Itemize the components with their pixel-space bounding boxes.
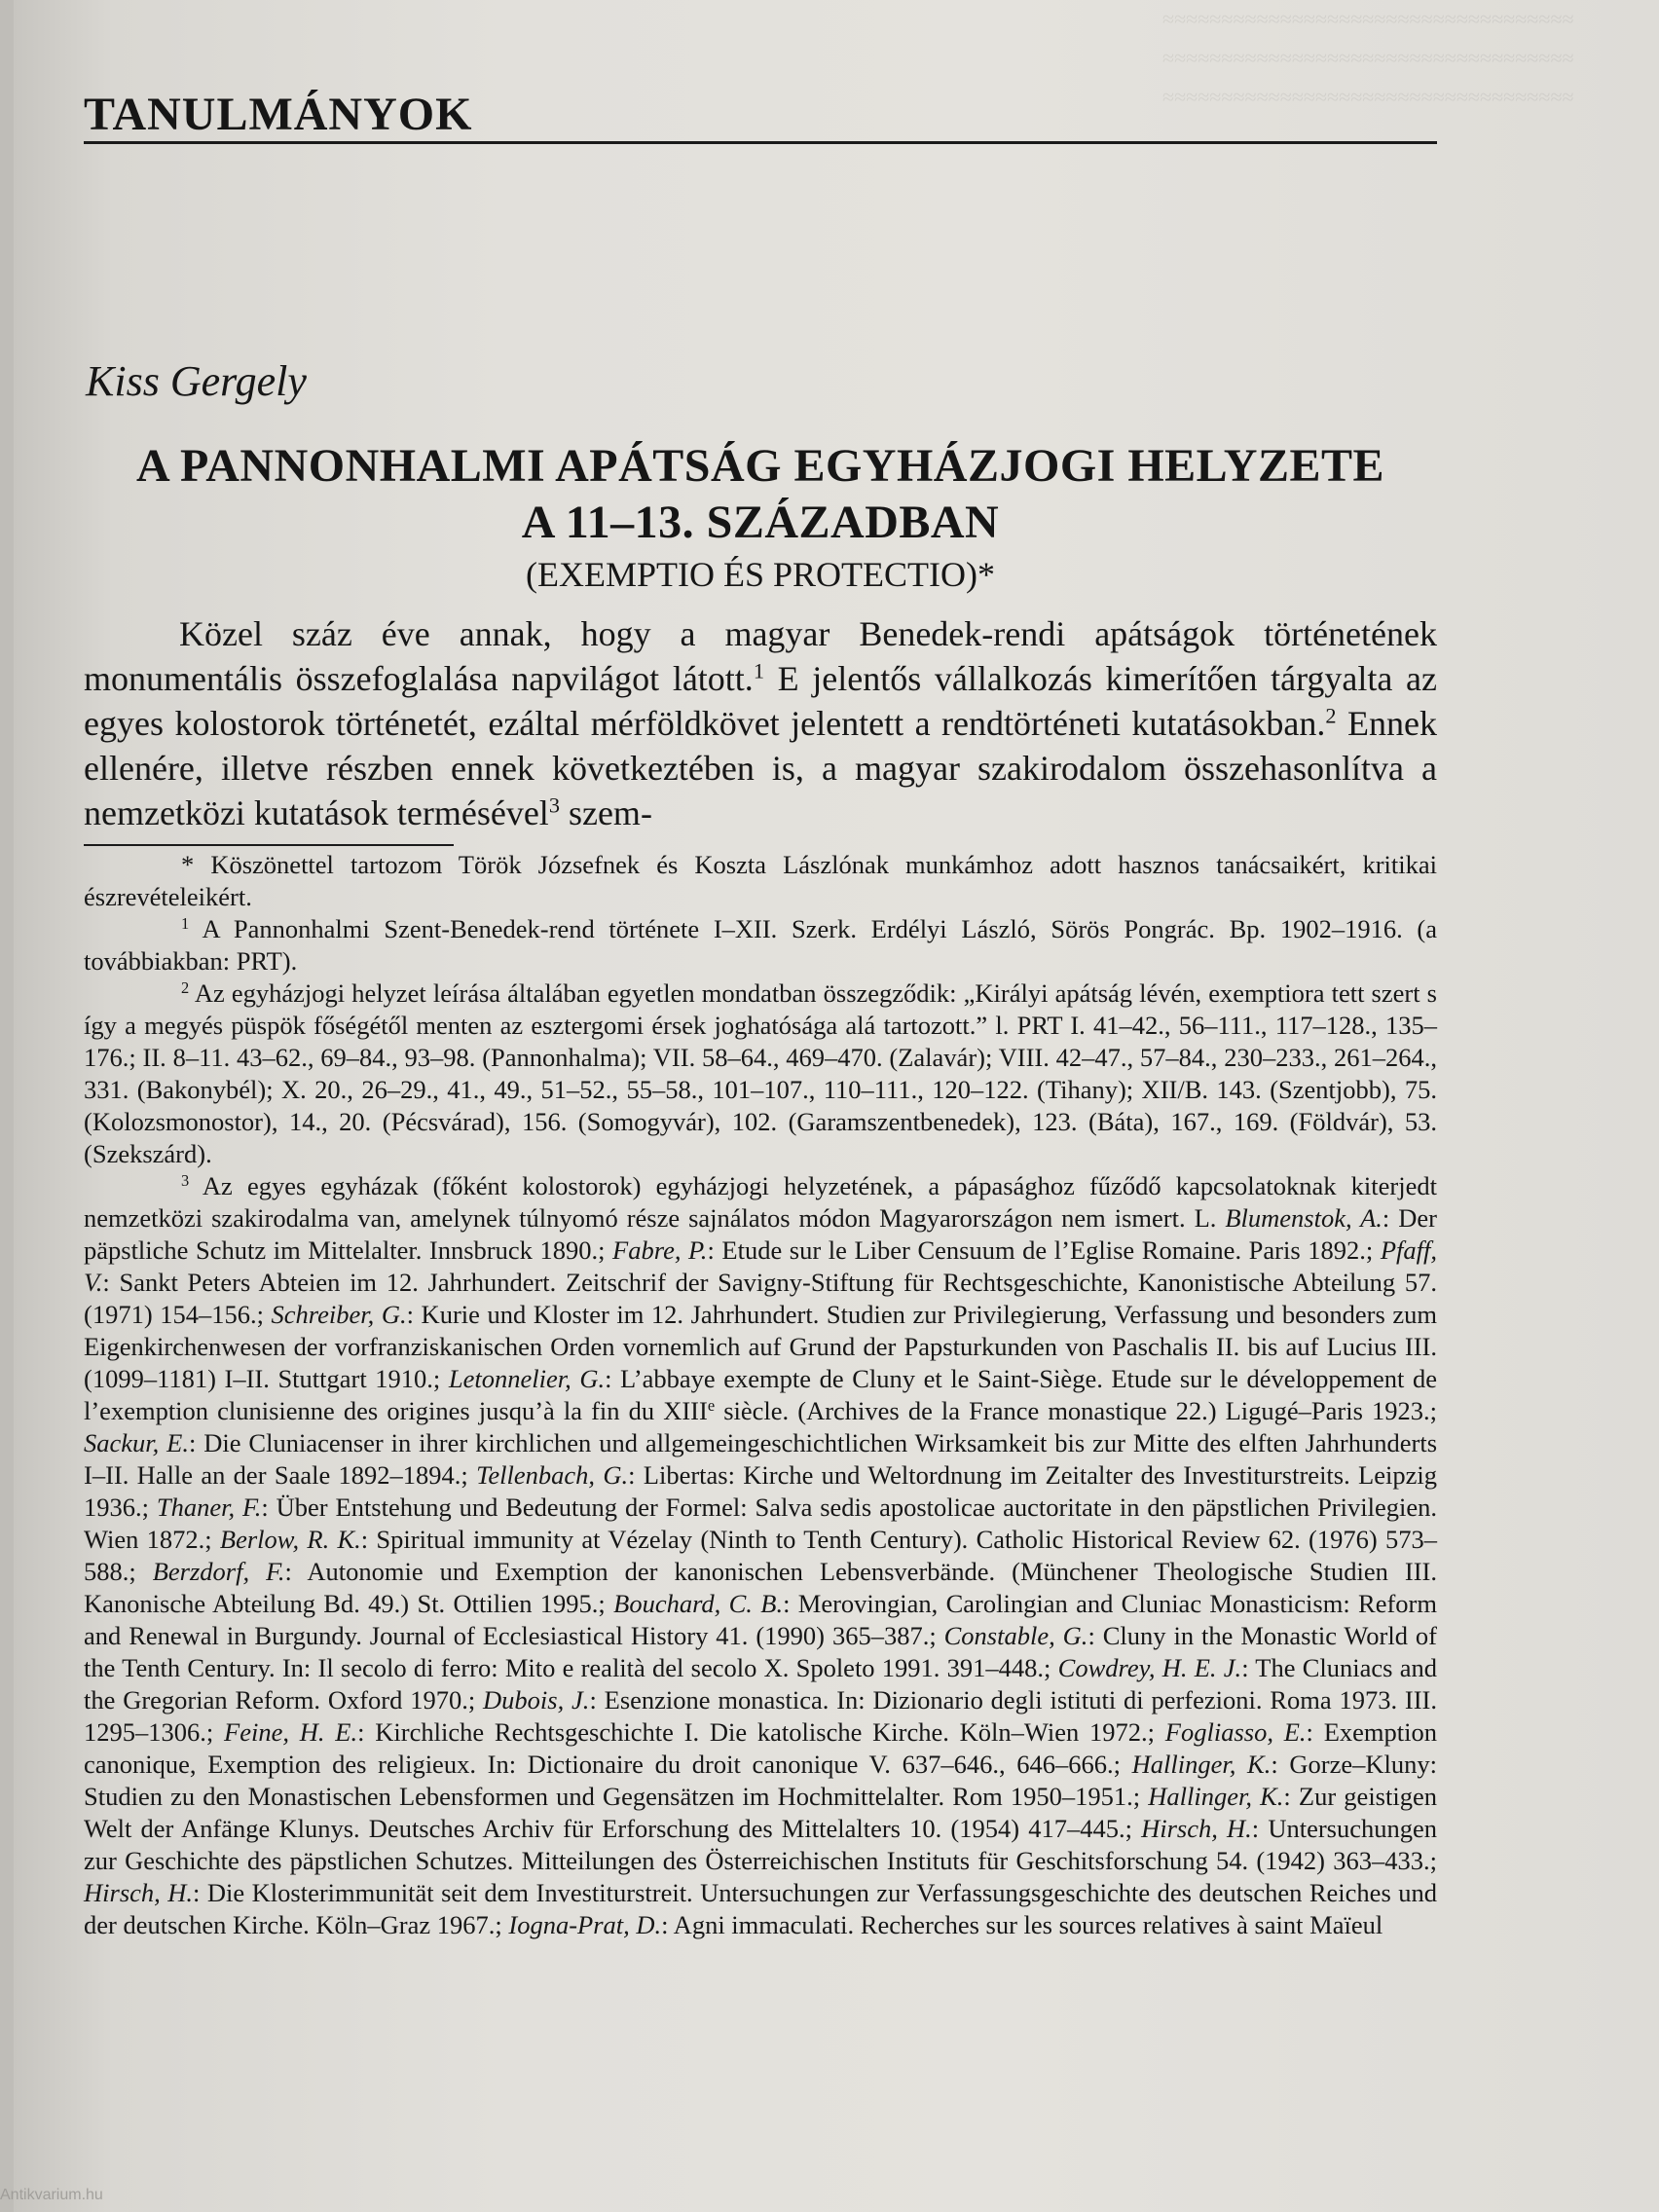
footnote-3-author: Bouchard, C. B. xyxy=(613,1589,784,1618)
watermark: Antikvarium.hu xyxy=(0,2187,103,2203)
footnote-3-author: Thaner, F. xyxy=(156,1493,262,1522)
title-line-2: A 11–13. SZÁZADBAN xyxy=(521,497,1000,548)
footnote-3-author: Hirsch, H. xyxy=(84,1878,194,1907)
footnote-3 xyxy=(84,1170,1437,1941)
body-text-b: E jelentős vállalkozás kimerítően tárgyalta az egyes kolostorok történetét, ezáltal mérföldkövet jelentett a rendtörténeti kutatásokban. xyxy=(84,659,1437,743)
footnote-1-mark: 1 xyxy=(181,913,190,933)
footnotes xyxy=(84,849,1437,1941)
footnote-3-author: Hirsch, H. xyxy=(1141,1814,1252,1843)
footnote-3-segment: : Kurie und Kloster im 12. Jahrhundert. Studien zur Privilegierung, Verfassung und besonders zum Eigenkirchenwesen der vorfranziskanischen Orden vornemlich auf Grund der Papsturkunden von Paschalis II. bis auf Lucius III. (1099–1181) I–II. Stuttgart 1910.; xyxy=(84,1300,1438,1393)
footnote-3-segment: : Die Cluniacenser in ihrer kirchlichen und allgemeingeschichtlichen Wirksamkeit bis zur Mitte des elften Jahrhunderts I–II. Halle an der Saale 1892–1894.; xyxy=(84,1428,1438,1490)
footnote-3-author: Iogna-Prat, D. xyxy=(508,1910,662,1939)
footnote-1 xyxy=(84,913,1437,977)
footnote-3-mark: 3 xyxy=(181,1170,190,1190)
body-paragraph xyxy=(84,611,1437,835)
footnote-3-author: Feine, H. E. xyxy=(224,1717,358,1747)
section-heading: TANULMÁNYOK xyxy=(84,89,473,140)
footnote-3-segment: : Untersuchungen zur Geschichte des päpstlichen Schutzes. Mitteilungen des Österreichischen Instituts für Geschitsforschung 54. (1942) 363–433.; xyxy=(84,1814,1437,1875)
footnote-3-author: Pfaff, V. xyxy=(84,1235,1437,1297)
footnote-star xyxy=(84,849,1437,913)
footnote-3-segment: : Spiritual immunity at Vézelay (Ninth to Tenth Century). Catholic Historical Review 62. (1976) 573–588.; xyxy=(84,1525,1437,1586)
section-rule xyxy=(84,141,1437,144)
footnote-rule xyxy=(84,844,454,846)
footnote-3-author: Schreiber, G. xyxy=(271,1300,407,1329)
footnote-3-author: Cowdrey, H. E. J. xyxy=(1057,1653,1242,1682)
article-subtitle: (EXEMPTIO ÉS PROTECTIO)* xyxy=(526,555,995,594)
article-title xyxy=(84,438,1437,551)
author-name: Kiss Gergely xyxy=(86,357,307,405)
footnote-2-text: Az egyházjogi helyzet leírása általában egyetlen mondatban összegződik: „Királyi apátság lévén, exemptiora tett szert s így a megyés püspök főségétől menten az esztergomi érsek joghatósága alá tartozott.” l. PRT I. 41–42., 56–111., 117–128., 135–176.; II. 8–11. 43–62., 69–84., 93–98. (Pannonhalma); VII. 58–64., 469–470. (Zalavár); VIII. 42–47., 57–84., 230–233., 261–264., 331. (Bakonybél); X. 20., 26–29., 41., 49., 51–52., 55–58., 101–107., 110–111., 120–122. (Tihany); XII/B. 143. (Szentjobb), 75. (Kolozsmonostor), 14., 20. (Pécsvárad), 156. (Somogyvár), 102. (Garamszentbenedek), 123. (Báta), 167., 169. (Földvár), 53. (Szekszárd). xyxy=(84,978,1437,1168)
footnote-3-segment: : The Cluniacs and the Gregorian Reform. Oxford 1970.; xyxy=(84,1653,1437,1714)
footnote-3-segment: : Zur geistigen Welt der Anfänge Klunys. Deutsches Archiv für Erforschung des Mittelalters 10. (1954) 417–445.; xyxy=(84,1782,1437,1843)
footnote-3-author: Blumenstok, A. xyxy=(1225,1203,1382,1233)
footnote-3-author: Fogliasso, E. xyxy=(1164,1717,1307,1747)
page xyxy=(14,0,1659,2212)
footnote-3-author: Letonnelier, G. xyxy=(448,1364,606,1393)
footnote-3-segment: : Libertas: Kirche und Weltordnung im Zeitalter des Investiturstreits. Leipzig 1936.; xyxy=(84,1460,1437,1522)
title-line-1: A PANNONHALMI APÁTSÁG EGYHÁZJOGI HELYZETE xyxy=(135,440,1385,492)
footnote-3-author: Berlow, R. K. xyxy=(219,1525,361,1554)
footnote-3-segment: : Gorze–Kluny: Studien zu den Monastischen Lebensformen und Gegensätzen im Hochmittelalter. Rom 1950–1951.; xyxy=(84,1750,1438,1811)
footnote-3-author: Tellenbach, G. xyxy=(476,1460,629,1490)
footnote-2-mark: 2 xyxy=(181,977,190,997)
footnote-3-segment: : Etude sur le Liber Censuum de l’Eglise Romaine. Paris 1892.; xyxy=(707,1235,1381,1265)
footnote-3-segment: : Cluny in the Monastic World of the Tenth Century. In: Il secolo di ferro: Mito e realità del secolo X. Spoleto 1991. 391–448.; xyxy=(84,1621,1437,1682)
footnote-ref-1[interactable]: 1 xyxy=(753,658,764,683)
footnote-3-segment: : Merovingian, Carolingian and Cluniac Monasticism: Reform and Renewal in Burgundy. Journal of Ecclesiastical History 41. (1990) 365–387.; xyxy=(84,1589,1437,1650)
footnote-3-author: Berzdorf, F. xyxy=(152,1557,285,1586)
footnote-3-segment: : Autonomie und Exemption der kanonischen Lebensverbände. (Münchener Theologische Studien III. Kanonische Abteilung Bd. 49.) St. Ottilien 1995.; xyxy=(84,1557,1437,1618)
footnote-3-segment: : L’abbaye exempte de Cluny et le Saint-Siège. Etude sur le développement de l’exemption clunisienne des origines jusqu’à la fin du XIII xyxy=(84,1364,1437,1425)
footnote-ref-3[interactable]: 3 xyxy=(548,793,560,818)
footnote-3-segment: : Sankt Peters Abteien im 12. Jahrhundert. Zeitschrif der Savigny-Stiftung für Rechtsgeschichte, Kanonistische Abteilung 57. (1971) 154–156.; xyxy=(84,1268,1437,1329)
footnote-3-author: Fabre, P. xyxy=(612,1235,708,1265)
footnote-star-text: * Köszönettel tartozom Török Józsefnek és Koszta Lászlónak munkámhoz adott hasznos tanácsaikért, kritikai észrevételeikért. xyxy=(84,850,1437,911)
body-text-a: Közel száz éve annak, hogy a magyar Benedek-rendi apátságok történetének monumentális összefoglalása napvilágot látott. xyxy=(84,614,1437,698)
footnote-3-author: Hallinger, K. xyxy=(1131,1750,1272,1779)
footnote-3-segment: : Die Klosterimmunität seit dem Investiturstreit. Untersuchungen zur Verfassungsgeschichte des deutschen Reiches und der deutschen Kirche. Köln–Graz 1967.; xyxy=(84,1878,1437,1939)
footnote-3-segment: : Esenzione monastica. In: Dizionario degli istituti di perfezioni. Roma 1973. III. 1295–1306.; xyxy=(84,1685,1437,1747)
footnote-ref-2[interactable]: 2 xyxy=(1325,703,1337,728)
body-text-c: Ennek ellenére, illetve részben ennek következtében is, a magyar szakirodalom összehasonlítva a nemzetközi kutatások termésével xyxy=(84,704,1437,832)
footnote-1-text: A Pannonhalmi Szent-Benedek-rend története I–XII. Szerk. Erdélyi László, Sörös Pongrác. Bp. 1902–1916. (a továbbiakban: PRT). xyxy=(84,914,1437,976)
footnote-2 xyxy=(84,977,1437,1170)
footnote-3-segment: : Kirchliche Rechtsgeschichte I. Die katolische Kirche. Köln–Wien 1972.; xyxy=(357,1717,1165,1747)
footnote-3-segment: Az egyes egyházak (főként kolostorok) egyházjogi helyzetének, a pápasághoz fűződő kapcsolatoknak kiterjedt nemzetközi szakirodalma van, amelynek túlnyomó része sajnálatos módon Magyarországon nem ismert. L. xyxy=(84,1171,1437,1233)
footnote-3-segment: : Über Entstehung und Bedeutung der Formel: Salva sedis apostolicae auctoritate in den päpstlichen Privilegien. Wien 1872.; xyxy=(84,1493,1437,1554)
footnote-3-author: Dubois, J. xyxy=(483,1685,590,1714)
footnote-3-segment: : Exemption canonique, Exemption des religieux. In: Dictionaire du droit canonique V. 637–646., 646–666.; xyxy=(84,1717,1437,1779)
footnote-3-segment: : Agni immaculati. Recherches sur les sources relatives à saint Maïeul xyxy=(661,1910,1383,1939)
footnote-3-author: Sackur, E. xyxy=(84,1428,189,1457)
footnote-3-text xyxy=(84,1171,1437,1939)
footnote-3-author: Constable, G. xyxy=(943,1621,1088,1650)
footnote-3-segment: siècle. (Archives de la France monastique 22.) Ligugé–Paris 1923.; xyxy=(715,1396,1438,1425)
body-text-d: szem- xyxy=(559,793,652,832)
bleed-through-texture: ≈≈≈≈≈≈≈≈≈≈≈≈≈≈≈≈≈≈≈≈≈≈≈≈≈≈≈≈≈≈≈≈≈≈≈ ≈≈≈≈≈≈≈≈≈≈≈≈≈≈≈≈≈≈≈≈≈≈≈≈≈≈≈≈≈≈≈≈≈≈≈ ≈≈≈≈≈≈≈≈≈≈≈≈≈≈≈≈≈≈≈≈≈≈≈≈≈≈≈≈≈≈≈≈≈≈≈ xyxy=(1162,7,1574,109)
footnote-3-segment: : Der päpstliche Schutz im Mittelalter. Innsbruck 1890.; xyxy=(84,1203,1437,1265)
footnote-3-author: Hallinger, K. xyxy=(1148,1782,1284,1811)
footnote-3-superscript: e xyxy=(707,1395,716,1415)
